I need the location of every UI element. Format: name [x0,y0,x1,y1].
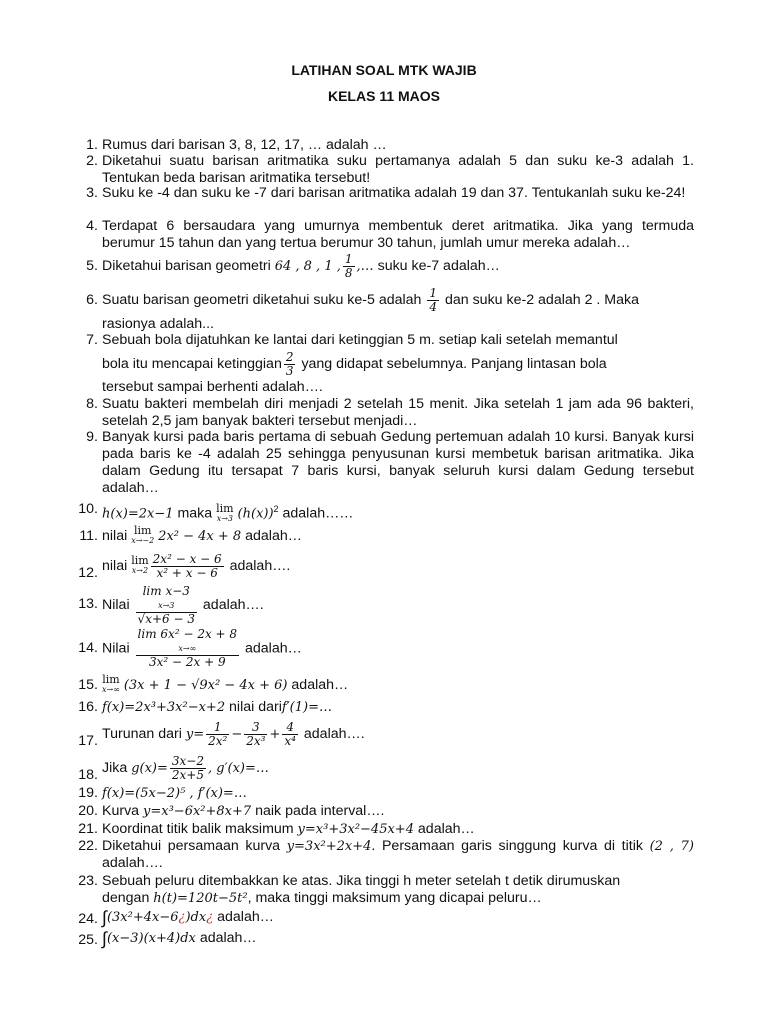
limit-numerator: lim 6x² − 2x + 8 [137,627,238,641]
question-text-end: naik pada interval…. [255,803,385,819]
denominator: x² + x − 6 [156,565,218,580]
question-1 [74,137,694,154]
question-20 [74,803,694,820]
question-text-end: adalah… [245,528,302,544]
question-11 [74,524,694,549]
fraction [343,253,355,280]
limit [216,501,234,524]
sequence-end: ,… [356,259,374,274]
minus-sign: − [231,727,243,742]
integral-icon: ∫ [102,928,107,949]
math-expression: h(x)=2x−1 [102,506,174,522]
question-24 [74,906,694,929]
question-number: 5. [86,258,98,274]
question-19 [74,785,694,802]
question-number: 15. [78,677,98,693]
limit-sub: x→3 [216,513,234,523]
question-text-end: , maka tinggi maksimum yang dicapai peluru… [247,890,542,906]
question-25 [74,927,694,950]
question-text: Nilai [102,640,130,657]
limit-label: lim [216,501,234,515]
question-text: bola itu mencapai ketinggian [102,356,282,372]
question-text: Nilai [102,597,130,613]
question-15 [74,673,694,698]
question-text-line2: rasionya adalah... [102,316,214,332]
math-expression: y=x³+3x²−45x+4 [297,822,414,837]
question-10 [74,497,694,527]
math-expression: y=3x²+2x+4 [286,839,372,854]
fraction [284,351,296,378]
denominator: 2x³ [246,733,266,748]
question-text-end: dan suku ke-2 adalah 2 . Maka [444,292,639,308]
limit [131,556,148,576]
limit-sub: x→2 [131,566,149,576]
question-text-mid: . Persamaan garis singgung kurva di titik [371,838,643,854]
question-number: 9. [86,429,98,445]
question-number: 14. [78,640,98,656]
denominator: 8 [344,265,353,280]
math-g: g(x)= [131,761,168,776]
question-number: 16. [78,699,98,715]
fraction [427,287,439,314]
question-number: 19. [78,785,98,801]
error-glyph: ¿ [178,910,186,925]
question-number: 4. [86,218,98,234]
denominator: 2x² [208,733,228,748]
question-text-end: adalah…… [282,505,354,522]
numerator [136,628,240,656]
question-8 [74,396,694,430]
question-number: 2. [86,153,98,169]
numerator: 1 [429,285,438,300]
point-coordinate: (2 , 7) [649,839,695,854]
denominator: 3 [285,363,294,378]
math-expression: f(x)=2x³+3x²−x+2 [102,700,226,715]
document-subtitle: KELAS 11 MAOS [327,88,441,104]
limit-label: lim [131,554,149,568]
question-number: 21. [78,821,98,837]
fraction-1 [206,721,229,748]
question-text-end: adalah… [291,677,349,693]
question-text: Suatu barisan geometri diketahui suku ke-5 adalah [102,292,422,308]
error-glyph-2: ¿ [206,910,214,925]
question-text: Rumus dari barisan 3, 8, 12, 17, … adalah … [102,137,387,153]
question-text: Kurva [102,803,140,819]
question-text-end: suku ke-7 adalah… [377,258,500,274]
question-number: 23. [78,873,98,889]
question-text-line1: Sebuah peluru ditembakkan ke atas. Jika tinggi h meter setelah t detik dirumuskan [102,873,621,889]
question-text: nilai dari [229,699,282,715]
math-expression: 2x² − 4x + 8 [158,529,242,544]
question-number: 13. [78,596,98,612]
question-number: 10. [78,501,98,517]
question-text: nilai [102,528,128,544]
math-expression: (3x + 1 − √9x² − 4x + 6) [123,678,288,693]
numerator [136,585,197,613]
math-expression: , g′(x)=… [207,761,269,776]
question-text-end: adalah…. [202,597,264,613]
question-text: Koordinat titik balik maksimum [102,821,294,837]
question-text: Diketahui suatu barisan aritmatika suku pertamanya adalah 5 dan suku ke-3 adalah 1. Tentukan beda barisan aritmatika tersebut! [102,153,694,186]
question-14 [74,628,694,669]
question-13 [74,584,694,626]
question-23 [74,873,694,907]
question-number: 12. [78,565,98,581]
question-text-end: adalah…. [102,855,163,871]
limit-label: lim [133,524,152,538]
question-text: nilai [102,558,128,574]
question-number: 6. [86,292,98,308]
question-18 [74,752,694,785]
limit-sub: x→−2 [131,536,155,546]
denominator: √x+6 − 3 [137,611,195,626]
question-text: Banyak kursi pada baris pertama di sebuah Gedung pertemuan adalah 10 kursi. Banyak kursi pada baris ke -4 adalah 25 sehingga penyusunan kursi membetuk barisan aritmatika. Jika dalam Gedung itu tersapat 7 baris kursi, banyak seluruh kursi dalam Gedung tersebut adalah… [102,429,694,496]
fraction-2 [244,721,267,748]
fraction [136,585,197,626]
question-number: 20. [78,803,98,819]
question-text: Turunan dari [102,726,182,742]
question-6 [74,286,694,333]
question-number: 25. [78,932,98,948]
fraction [136,628,240,669]
fraction-3 [282,721,298,748]
question-12 [74,550,694,582]
limit-numerator: lim x−3 [142,583,190,598]
math-expression: (x−3)(x+4)dx [106,931,196,946]
math-expression-2: )dx [185,910,207,925]
plus-sign: + [269,727,281,742]
math-expression: h(t)=120t−5t² [153,891,248,906]
math-y: y= [185,727,205,742]
question-number: 18. [78,767,98,783]
limit-sub: x→∞ [178,644,197,653]
question-number: 7. [86,332,98,348]
question-text-end: adalah… [245,640,302,657]
denominator: 2x+5 [171,767,204,782]
question-number: 11. [79,528,98,544]
question-9 [74,429,694,497]
question-22 [74,838,694,872]
question-number: 1. [86,137,98,153]
denominator: 4 [429,299,438,314]
numerator: 1 [344,251,353,266]
question-text: Jika [102,760,128,776]
question-text: maka [177,505,213,522]
exponent: 2 [273,504,279,514]
question-16 [74,699,694,716]
question-text-end: adalah… [199,930,257,946]
question-text-end: yang didapat sebelumnya. Panjang lintasan bola [301,356,607,372]
limit-sub: x→3 [158,600,175,610]
limit [131,526,154,546]
question-number: 17. [78,733,98,749]
question-text: Suku ke -4 dan suku ke -7 dari barisan aritmatika adalah 19 dan 37. Tentukanlah suku ke-24! [102,185,686,201]
question-number: 24. [78,911,98,927]
denominator: x⁴ [284,733,296,748]
limit [102,675,120,695]
question-text: Terdapat 6 bersaudara yang umurnya membentuk deret aritmatika. Jika yang termuda berumur 15 tahun dan yang tertua berumur 30 tahun, jumlah umur mereka adalah… [102,218,694,251]
question-text-line3: tersebut sampai berhenti adalah…. [102,379,323,395]
question-text-end: adalah… [217,909,274,925]
limit-label: lim [102,673,120,687]
numerator: 2x² − x − 6 [152,551,222,566]
question-4 [74,218,694,252]
numerator: 3 [244,721,267,735]
fraction [151,553,224,580]
question-7 [74,332,694,396]
question-text: Diketahui persamaan kurva [102,838,281,854]
question-3 [74,185,694,202]
question-text: Suatu bakteri membelah diri menjadi 2 setelah 15 menit. Jika setelah 1 jam ada 96 bakteri, setelah 2,5 jam banyak bakteri tersebut menjadi… [102,396,694,429]
question-number: 22. [78,838,98,854]
question-text-end: adalah…. [303,726,365,742]
numerator: 4 [282,721,298,735]
question-5 [74,252,694,281]
question-17 [74,718,694,751]
integral-icon: ∫ [102,907,107,928]
question-number: 3. [86,185,98,201]
limit-sub: x→∞ [102,685,120,695]
numerator: 1 [206,721,229,735]
math-expression: y=x³−6x²+8x+7 [143,804,252,819]
question-text: dengan [102,890,150,906]
sequence-values: 64 , 8 , 1 , [274,259,341,274]
numerator: 3x−2 [171,753,204,768]
question-text-end: adalah… [417,821,475,837]
math-expression-2: f′(1)=… [281,700,332,715]
math-expression: f(x)=(5x−2)⁵ , f′(x)=… [102,786,247,801]
math-expression: (3x²+4x−6 [106,910,179,925]
denominator: 3x² − 2x + 9 [148,655,226,669]
fraction [170,755,206,782]
question-text-line1: Sebuah bola dijatuhkan ke lantai dari ketinggian 5 m. setiap kali setelah memantul [102,332,618,348]
question-number: 8. [86,396,98,412]
question-text-end: adalah…. [229,558,291,574]
question-21 [74,821,694,838]
question-text: Diketahui barisan geometri [102,258,271,274]
math-expression: (h(x)) [237,506,274,522]
question-2 [74,153,694,187]
document-title: LATIHAN SOAL MTK WAJIB [291,62,477,78]
numerator: 2 [285,349,294,364]
